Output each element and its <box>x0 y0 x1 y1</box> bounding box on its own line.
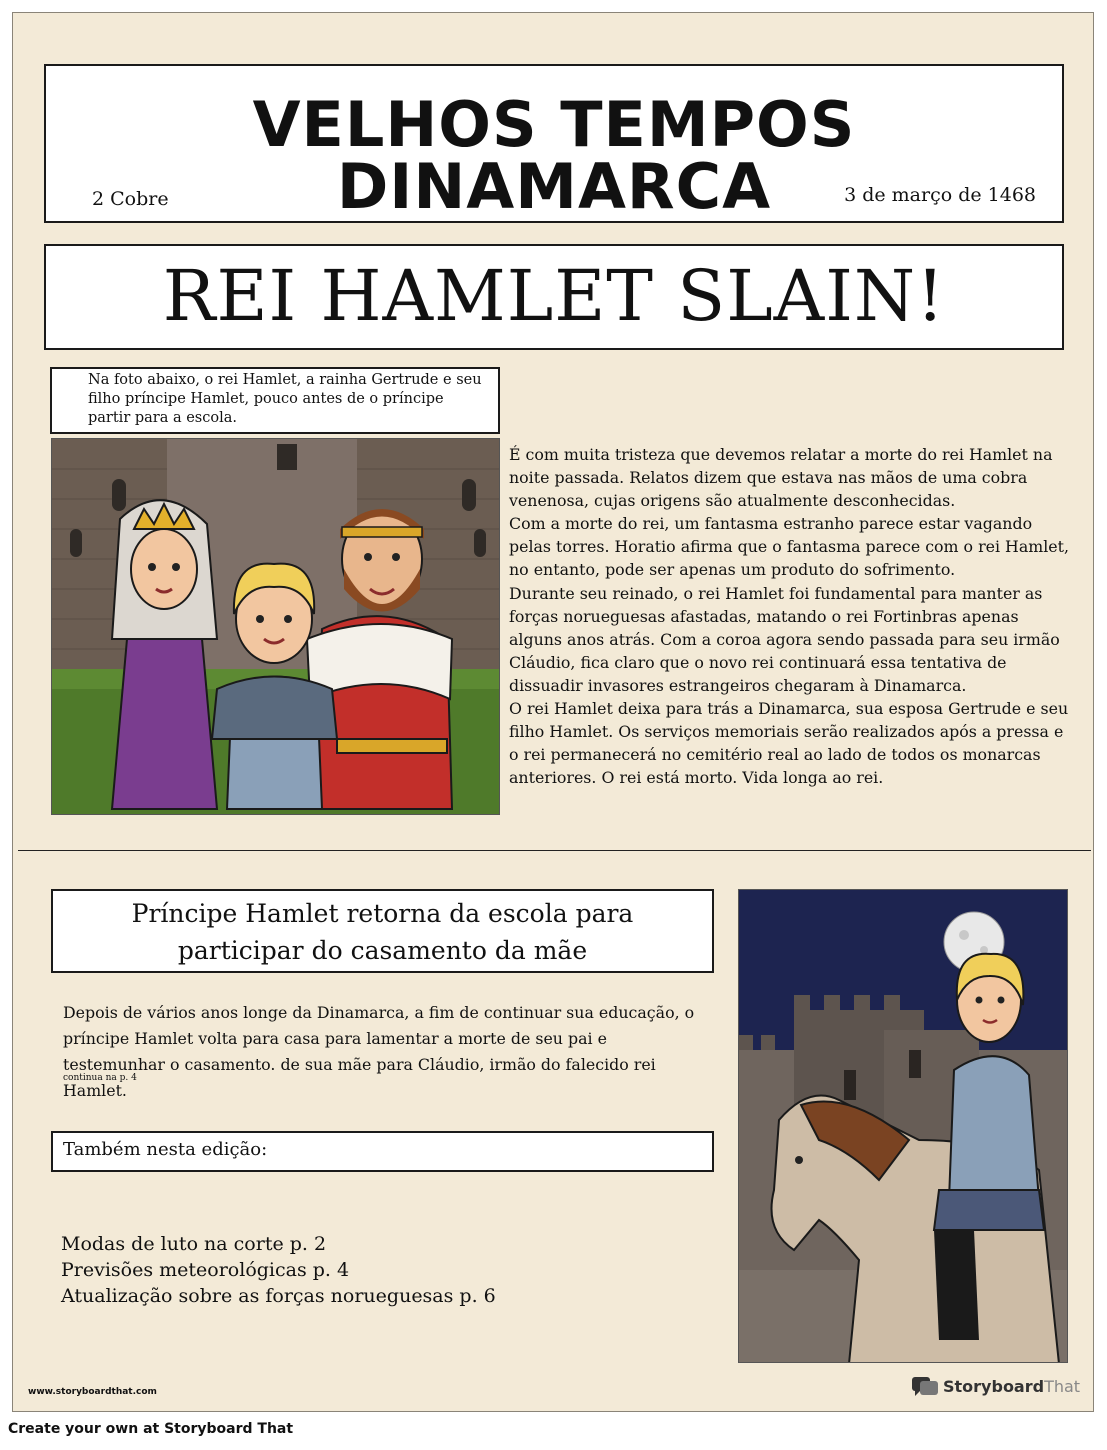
article-paragraph: Com a morte do rei, um fantasma estranho parece estar vagando pelas torres. Horatio afirma que o fantasma parece com o rei Hamlet, no entanto, pode ser apenas um produto do sofrimento. <box>509 514 1070 580</box>
main-headline: REI HAMLET SLAIN! <box>162 255 946 337</box>
continued-note: continua na p. 4 <box>63 1073 137 1083</box>
headline-box <box>44 244 1064 350</box>
list-item: Modas de luto na corte p. 2 <box>61 1233 327 1255</box>
issue-date: 3 de março de 1468 <box>844 184 1036 206</box>
newspaper-page <box>12 12 1094 1412</box>
newspaper-title: VELHOS TEMPOS DINAMARCA <box>252 88 856 223</box>
photo-caption: Na foto abaixo, o rei Hamlet, a rainha Gertrude e seu filho príncipe Hamlet, pouco antes de o príncipe partir para a escola. <box>50 367 500 434</box>
storyboardthat-logo <box>911 1375 1080 1397</box>
article-paragraph: Durante seu reinado, o rei Hamlet foi fundamental para manter as forças norueguesas afastadas, matando o rei Fortinbras apenas alguns anos atrás. Com a coroa agora sendo passada para seu irmão Cláudio, fica claro que o novo rei continuará essa tentativa de dissuadir invasores estrangeiros chegaram à Dinamarca. <box>509 583 1060 695</box>
brand-name-part-2: That <box>1044 1376 1081 1396</box>
article-paragraph: O rei Hamlet deixa para trás a Dinamarca, sua esposa Gertrude e seu filho Hamlet. Os serviços memoriais serão realizados após a pressa e o rei permanecerá no cemitério real ao lado de todos os monarcas anteriores. O rei está morto. Vida longa ao rei. <box>509 699 1069 788</box>
royal-family-illustration <box>51 438 500 815</box>
also-in-edition-box <box>51 1131 714 1172</box>
issue-price: 2 Cobre <box>92 188 169 210</box>
also-in-edition-label: Também nesta edição: <box>63 1139 268 1160</box>
list-item: Previsões meteorológicas p. 4 <box>61 1259 350 1281</box>
site-url: www.storyboardthat.com <box>28 1387 157 1397</box>
speech-bubble-icon <box>911 1375 939 1397</box>
second-story-headline <box>51 889 714 973</box>
article-paragraph: É com muita tristeza que devemos relatar a morte do rei Hamlet na noite passada. Relatos dizem que estava nas mãos de uma cobra venenosa, cujas origens são atualmente desconhecidas. <box>509 445 1053 511</box>
also-in-edition-list <box>61 1231 496 1309</box>
brand-name-part-1: Storyboard <box>943 1376 1045 1396</box>
second-story-title-line-2: participar do casamento da mãe <box>177 936 588 965</box>
footer-link[interactable]: Create your own at Storyboard That <box>8 1421 294 1437</box>
prince-on-horse-illustration <box>738 889 1068 1363</box>
second-story-body: Depois de vários anos longe da Dinamarca, a fim de continuar sua educação, o príncipe Hamlet volta para casa para lamentar a morte de seu pai e testemunhar o casamento. de sua mãe para Cláudio, irmão do falecido rei Hamlet. <box>63 1003 695 1100</box>
list-item: Atualização sobre as forças norueguesas p. 6 <box>61 1285 496 1307</box>
masthead <box>44 64 1064 223</box>
section-divider <box>18 850 1091 851</box>
second-story-title-line-1: Príncipe Hamlet retorna da escola para <box>131 899 634 928</box>
main-article <box>509 443 1069 789</box>
